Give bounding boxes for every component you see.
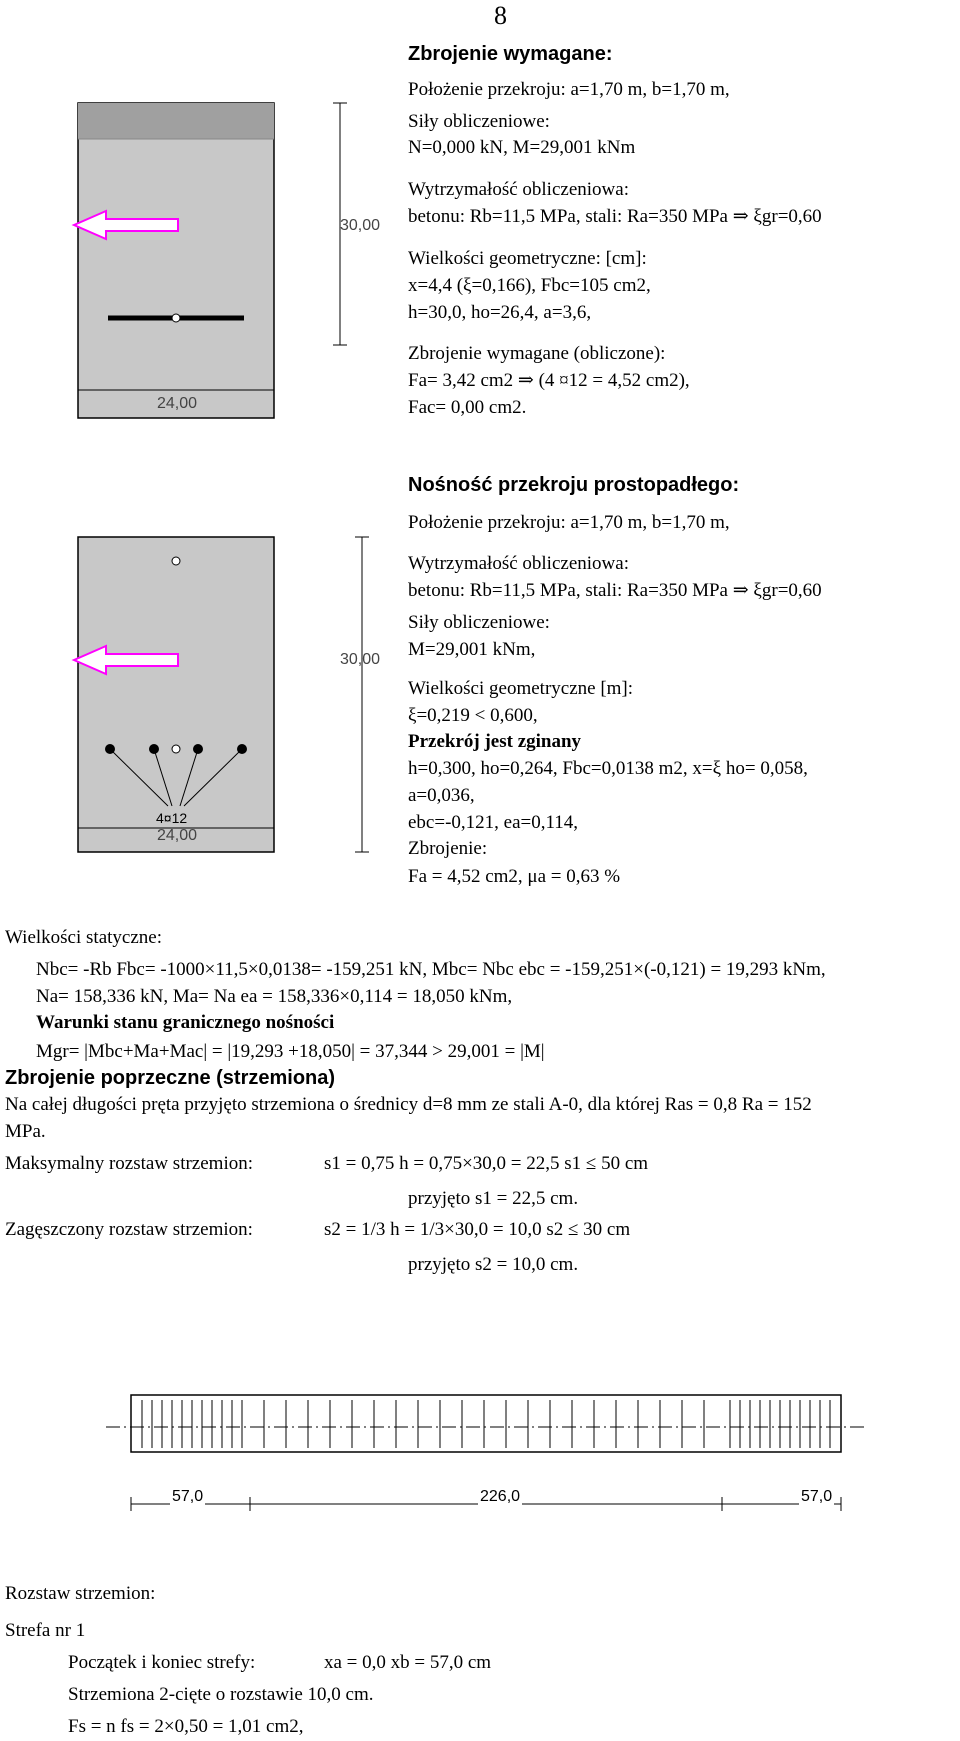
stirrups-middle (264, 1400, 704, 1448)
section1-title: Zbrojenie wymagane: (408, 43, 613, 65)
max-spacing-label: Maksymalny rozstaw strzemion: (5, 1153, 254, 1174)
section2-line: ξ=0,219 < 0,600, (408, 705, 538, 726)
stirrups-right (730, 1400, 830, 1448)
height-label: 30,00 (340, 651, 381, 668)
section2-line: Fa = 4,52 cm2, μa = 0,63 % (408, 866, 621, 887)
section2-line: Wielkości geometryczne [m]: (408, 678, 634, 699)
static-line: Warunki stanu granicznego nośności (36, 1012, 335, 1033)
zone-range-label: Początek i koniec strefy: (68, 1652, 256, 1673)
section1-line: Położenie przekroju: a=1,70 m, b=1,70 m, (408, 79, 730, 100)
static-title: Wielkości statyczne: (5, 927, 162, 948)
section1-line: x=4,4 (ξ=0,166), Fbc=105 cm2, (408, 275, 651, 296)
section2-line: betonu: Rb=11,5 MPa, stali: Ra=350 MPa ⇒ ξgr=0,60 (408, 580, 822, 601)
section1-line: Siły obliczeniowe: (408, 111, 550, 132)
section2-line: a=0,036, (408, 785, 475, 806)
stirrup-area: Fs = n fs = 2×0,50 = 1,01 cm2, (68, 1716, 304, 1737)
page-number: 8 (494, 1, 507, 30)
static-line: Mgr= |Mbc+Ma+Mac| = |19,293 +18,050| = 37,344 > 29,001 = |M| (36, 1041, 545, 1062)
section2-line: h=0,300, ho=0,264, Fbc=0,0138 m2, x=ξ ho= 0,058, (408, 758, 808, 779)
stirrups-intro-tail: MPa. (5, 1121, 46, 1142)
zone-title: Strefa nr 1 (5, 1620, 86, 1641)
beam-outline (131, 1395, 841, 1452)
section2-line: Wytrzymałość obliczeniowa: (408, 553, 629, 574)
section2-title: Nośność przekroju prostopadłego: (408, 474, 740, 496)
section2-line: Przekrój jest zginany (408, 731, 582, 752)
stirrups-intro: Na całej długości pręta przyjęto strzemiona o średnicy d=8 mm ze stali A-0, dla której Ras = 0,8 Ra = 152 (5, 1094, 812, 1115)
static-line: Na= 158,336 kN, Ma= Na ea = 158,336×0,114 = 18,050 kNm, (36, 986, 513, 1007)
zone-range: xa = 0,0 xb = 57,0 cm (324, 1652, 492, 1673)
stirrups-left (142, 1400, 242, 1448)
section2-line: ebc=-0,121, ea=0,114, (408, 812, 579, 833)
beam-dim-middle: 226,0 (478, 1486, 522, 1508)
section2-line: Zbrojenie: (408, 838, 488, 859)
section2-line: Położenie przekroju: a=1,70 m, b=1,70 m, (408, 512, 730, 533)
stirrups-title: Zbrojenie poprzeczne (strzemiona) (5, 1067, 336, 1089)
beam-dim-right: 57,0 (799, 1486, 834, 1508)
section1-line: betonu: Rb=11,5 MPa, stali: Ra=350 MPa ⇒ ξgr=0,60 (408, 206, 822, 227)
static-line: Nbc= -Rb Fbc= -1000×11,5×0,0138= -159,251 kN, Mbc= Nbc ebc = -159,251×(-0,121) = 19,293 kNm, (36, 959, 826, 980)
width-label: 24,00 (157, 395, 198, 412)
section2-line: Siły obliczeniowe: (408, 612, 550, 633)
dense-spacing-formula: s2 = 1/3 h = 1/3×30,0 = 10,0 s2 ≤ 30 cm (324, 1219, 631, 1240)
height-label: 30,00 (340, 217, 381, 234)
width-label: 24,00 (157, 827, 198, 844)
section1-line: N=0,000 kN, M=29,001 kNm (408, 137, 636, 158)
section1-line: Zbrojenie wymagane (obliczone): (408, 343, 666, 364)
stirrup-description: Strzemiona 2-cięte o rozstawie 10,0 cm. (68, 1684, 374, 1705)
dense-spacing-label: Zagęszczony rozstaw strzemion: (5, 1219, 253, 1240)
beam-dim-left: 57,0 (170, 1486, 205, 1508)
bar-label: 4¤12 (156, 810, 188, 826)
spacing-title: Rozstaw strzemion: (5, 1583, 156, 1604)
max-spacing-formula: s1 = 0,75 h = 0,75×30,0 = 22,5 s1 ≤ 50 cm (324, 1153, 649, 1174)
section1-line: h=30,0, ho=26,4, a=3,6, (408, 302, 592, 323)
dense-spacing-adopted: przyjęto s2 = 10,0 cm. (408, 1254, 579, 1275)
max-spacing-adopted: przyjęto s1 = 22,5 cm. (408, 1188, 579, 1209)
section1-line: Wytrzymałość obliczeniowa: (408, 179, 629, 200)
section1-line: Fac= 0,00 cm2. (408, 397, 527, 418)
section2-line: M=29,001 kNm, (408, 639, 536, 660)
section1-line: Fa= 3,42 cm2 ⇒ (4 ¤12 = 4,52 cm2), (408, 370, 690, 391)
section1-line: Wielkości geometryczne: [cm]: (408, 248, 647, 269)
